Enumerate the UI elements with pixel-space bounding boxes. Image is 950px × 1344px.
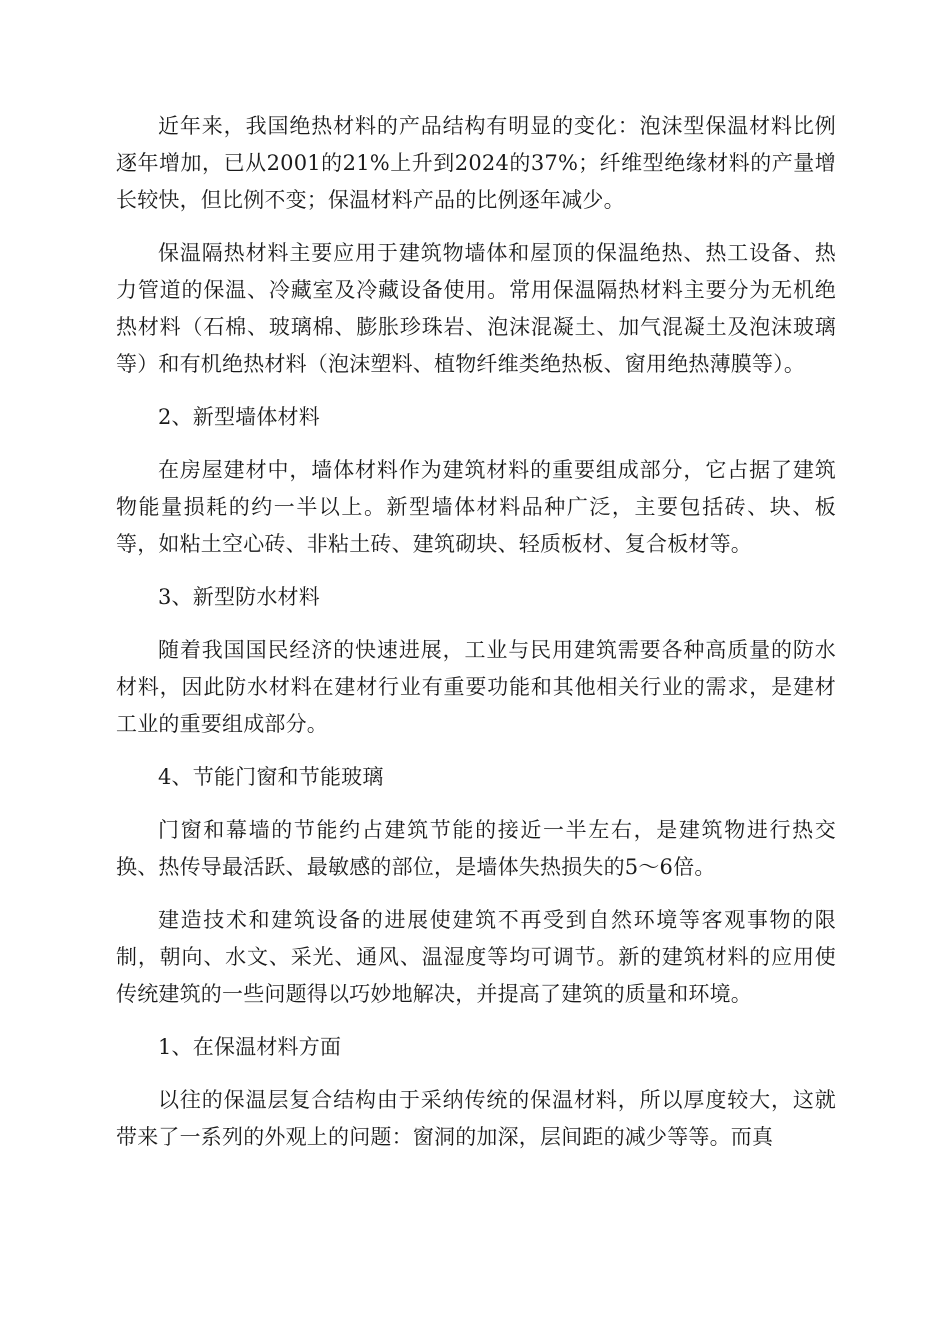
heading-wall-materials: 2、新型墙体材料 (158, 405, 320, 429)
paragraph-insulation-applications: 保温隔热材料主要应用于建筑物墙体和屋顶的保温绝热、热工设备、热力管道的保温、冷藏室及冷藏设备使用。常用保温隔热材料主要分为无机绝热材料（石棉、玻璃棉、膨胀珍珠岩、泡沫混凝土、加气混凝土及泡沫玻璃等）和有机绝热材料（泡沫塑料、植物纤维类绝热板、窗用绝热薄膜等）。 (116, 241, 836, 376)
document-body (116, 108, 836, 1172)
heading-doors-windows-glass: 4、节能门窗和节能玻璃 (158, 765, 384, 789)
paragraph-doors-windows: 门窗和幕墙的节能约占建筑节能的接近一半左右，是建筑物进行热交换、热传导最活跃、最敏感的部位，是墙体失热损失的5～6倍。 (116, 818, 836, 879)
paragraph-insulation-layer: 以往的保温层复合结构由于采纳传统的保温材料，所以厚度较大，这就带来了一系列的外观上的问题：窗洞的加深，层间距的减少等等。而真 (116, 1088, 836, 1149)
heading-insulation-aspect: 1、在保温材料方面 (158, 1035, 342, 1059)
heading-waterproof-materials: 3、新型防水材料 (158, 585, 320, 609)
paragraph-waterproof-materials: 随着我国国民经济的快速进展，工业与民用建筑需要各种高质量的防水材料，因此防水材料在建材行业有重要功能和其他相关行业的需求，是建材工业的重要组成部分。 (116, 638, 836, 736)
paragraph-wall-materials: 在房屋建材中，墙体材料作为建筑材料的重要组成部分，它占据了建筑物能量损耗的约一半以上。新型墙体材料品种广泛，主要包括砖、块、板等，如粘土空心砖、非粘土砖、建筑砌块、轻质板材、复合板材等。 (116, 458, 836, 556)
paragraph-insulation-trends: 近年来，我国绝热材料的产品结构有明显的变化：泡沫型保温材料比例逐年增加，已从2001的21%上升到2024的37%；纤维型绝缘材料的产量增长较快，但比例不变；保温材料产品的比例逐年减少。 (116, 114, 836, 212)
paragraph-construction-technology: 建造技术和建筑设备的进展使建筑不再受到自然环境等客观事物的限制，朝向、水文、采光、通风、温湿度等均可调节。新的建筑材料的应用使传统建筑的一些问题得以巧妙地解决，并提高了建筑的质量和环境。 (116, 908, 836, 1006)
